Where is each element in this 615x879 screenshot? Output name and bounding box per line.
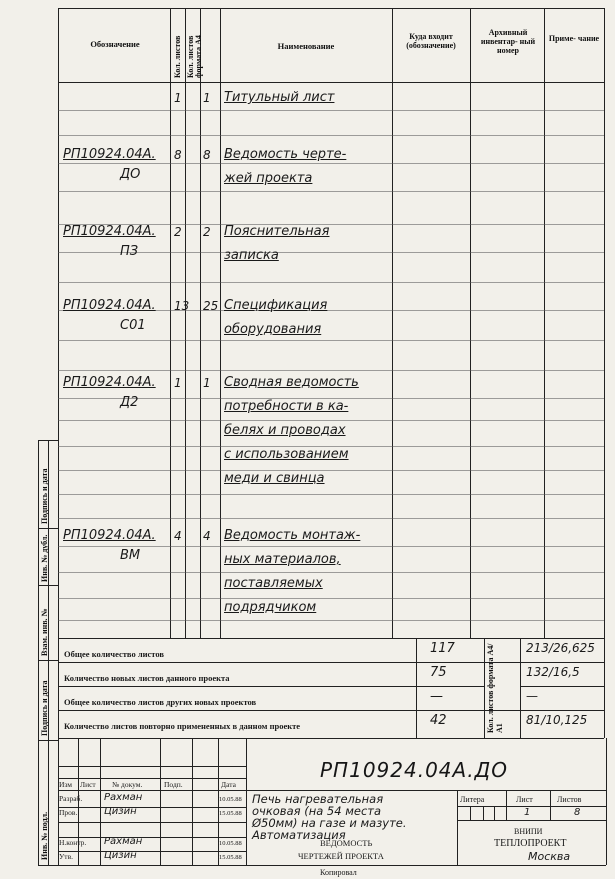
stamp-org1: ВНИПИ bbox=[514, 827, 543, 836]
row-code-suffix: С01 bbox=[120, 318, 146, 333]
stamp-role: Разраб. bbox=[59, 794, 83, 803]
summary-label: Количество листов повторно примененных в данном проекте bbox=[64, 721, 301, 731]
header-a4-sheets: Кол. листов формата А4 bbox=[186, 35, 203, 78]
row-name-line: белях и проводах bbox=[224, 423, 346, 438]
header-name: Наименование bbox=[277, 41, 335, 51]
summary-a4-value: 81/10,125 bbox=[526, 713, 588, 727]
summary-label: Количество новых листов данного проекта bbox=[64, 673, 230, 683]
stamp-title-line: Автоматизация bbox=[252, 828, 346, 842]
stamp-person-name: Рахман bbox=[104, 792, 143, 803]
row-a4-sheets: 25 bbox=[203, 299, 219, 313]
row-name-line: Ведомость монтаж- bbox=[224, 528, 361, 543]
margin-inv-dubl: Инв. № дубл. bbox=[40, 534, 49, 582]
stamp-title-line: Печь нагревательная bbox=[252, 792, 384, 806]
row-name-line: ных материалов, bbox=[224, 552, 341, 567]
stamp-copied: Копировал bbox=[320, 868, 357, 877]
header-archive: Архивный инвентар- ный номер bbox=[480, 28, 536, 55]
row-sheets: 2 bbox=[174, 225, 182, 239]
summary-a4-value: — bbox=[526, 689, 538, 703]
stamp-date: 10.05.88 bbox=[219, 840, 242, 847]
stamp-sheet-val: 1 bbox=[524, 807, 531, 818]
row-name-line: записка bbox=[224, 248, 279, 263]
row-name-line: Спецификация bbox=[224, 298, 328, 313]
stamp-sheet: Лист bbox=[516, 795, 533, 804]
row-code-suffix: ВМ bbox=[120, 548, 141, 563]
stamp-role: Утв. bbox=[59, 852, 74, 861]
stamp-col-sign: Подп. bbox=[164, 780, 183, 789]
row-code-suffix: ДО bbox=[120, 167, 141, 182]
summary-a4-value: 132/16,5 bbox=[526, 665, 580, 679]
header-where-used: Куда входит (обозначение) bbox=[406, 32, 456, 50]
row-a4-sheets: 1 bbox=[203, 376, 211, 390]
stamp-sheets: Листов bbox=[557, 795, 582, 804]
row-sheets: 13 bbox=[174, 299, 190, 313]
margin-sign-date-2: Подпись и дата bbox=[40, 680, 49, 736]
row-name-line: поставляемых bbox=[224, 576, 323, 591]
row-a4-sheets: 1 bbox=[203, 91, 211, 105]
stamp-org3: Москва bbox=[528, 850, 571, 863]
margin-orig-inv: Инв. № подл. bbox=[40, 811, 49, 860]
row-name-line: оборудования bbox=[224, 322, 322, 337]
row-name-line: Пояснительная bbox=[224, 224, 330, 239]
frame-left bbox=[58, 8, 59, 865]
summary-value: 42 bbox=[430, 713, 447, 728]
margin-replace-inv: Взам. инв. № bbox=[40, 608, 49, 656]
stamp-person-name: Цизин bbox=[104, 806, 137, 817]
row-code: РП10924.04А. bbox=[63, 528, 156, 543]
summary-value: — bbox=[430, 689, 443, 704]
row-a4-sheets: 2 bbox=[203, 225, 211, 239]
row-name-line: потребности в ка- bbox=[224, 399, 349, 414]
stamp-litera: Литера bbox=[460, 795, 485, 804]
summary-side-label: Кол. листов формата А4/А1 bbox=[486, 643, 504, 733]
stamp-col-date: Дата bbox=[221, 780, 236, 789]
stamp-date: 10.05.88 bbox=[219, 796, 242, 803]
stamp-person-name: Рахман bbox=[104, 836, 143, 847]
summary-value: 117 bbox=[430, 641, 455, 656]
stamp-title-line: очковая (на 54 места bbox=[252, 804, 382, 818]
row-name-line: меди и свинца bbox=[224, 471, 325, 486]
row-code-suffix: Д2 bbox=[120, 395, 139, 410]
row-name-line: Титульный лист bbox=[224, 90, 335, 105]
stamp-printed-1: ВЕДОМОСТЬ bbox=[320, 838, 373, 848]
summary-value: 75 bbox=[430, 665, 447, 680]
stamp-col-docno: № докум. bbox=[112, 780, 143, 789]
row-name-line: подрядчиком bbox=[224, 600, 317, 615]
row-a4-sheets: 4 bbox=[203, 529, 211, 543]
stamp-printed-2: ЧЕРТЕЖЕЙ ПРОЕКТА bbox=[298, 851, 384, 861]
row-sheets: 1 bbox=[174, 91, 182, 105]
header-sheets: Кол. листов bbox=[173, 35, 182, 78]
row-code: РП10924.04А. bbox=[63, 375, 156, 390]
margin-sign-date-1: Подпись и дата bbox=[40, 468, 49, 524]
stamp-col-sheet: Лист bbox=[80, 780, 96, 789]
stamp-org2: ТЕПЛОПРОЕКТ bbox=[494, 838, 567, 849]
summary-label: Общее количество листов других новых проектов bbox=[64, 697, 257, 707]
frame-right bbox=[604, 8, 605, 638]
stamp-date: 15.05.88 bbox=[219, 810, 242, 817]
row-code: РП10924.04А. bbox=[63, 298, 156, 313]
frame-top bbox=[58, 8, 604, 9]
row-code-suffix: ПЗ bbox=[120, 244, 139, 259]
stamp-role: Н.контр. bbox=[59, 838, 87, 847]
row-name-line: с использованием bbox=[224, 447, 349, 462]
row-sheets: 8 bbox=[174, 148, 182, 162]
summary-label: Общее количество листов bbox=[64, 649, 164, 659]
stamp-col-change: Изм bbox=[59, 780, 73, 789]
stamp-sheets-val: 8 bbox=[574, 807, 581, 818]
stamp-person-name: Цизин bbox=[104, 850, 137, 861]
row-name-line: Ведомость черте- bbox=[224, 147, 347, 162]
header-note: Приме- чание bbox=[548, 34, 600, 43]
row-name-line: жей проекта bbox=[224, 171, 313, 186]
stamp-date: 15.05.88 bbox=[219, 854, 242, 861]
row-sheets: 4 bbox=[174, 529, 182, 543]
stamp-doc-code: РП10924.04А.ДО bbox=[320, 758, 508, 782]
row-a4-sheets: 8 bbox=[203, 148, 211, 162]
summary-a4-value: 213/26,625 bbox=[526, 641, 595, 655]
row-sheets: 1 bbox=[174, 376, 182, 390]
header-designation: Обозначение bbox=[90, 39, 140, 49]
stamp-title-line: Ø50мм) на газе и мазуте. bbox=[252, 816, 407, 830]
row-code: РП10924.04А. bbox=[63, 147, 156, 162]
stamp-role: Пров. bbox=[59, 808, 78, 817]
row-code: РП10924.04А. bbox=[63, 224, 156, 239]
row-name-line: Сводная ведомость bbox=[224, 375, 359, 390]
